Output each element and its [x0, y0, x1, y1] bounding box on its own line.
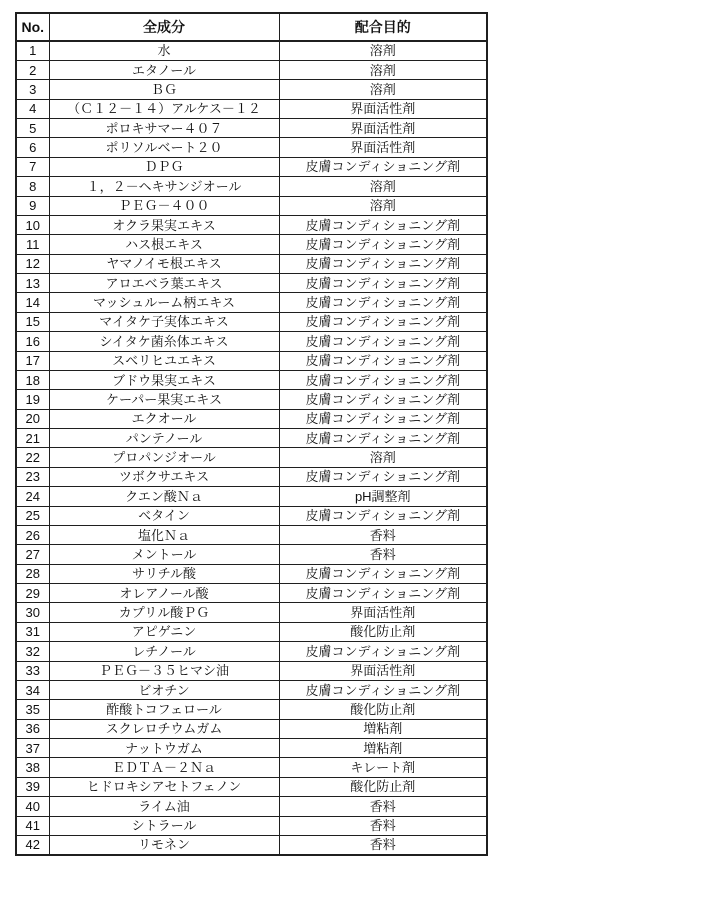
table-row — [16, 254, 487, 273]
cell-no: 16 — [16, 332, 49, 351]
cell-purpose: 増粘剤 — [279, 739, 487, 758]
cell-purpose: 皮膚コンディショニング剤 — [279, 370, 487, 389]
cell-purpose: 皮膚コンディショニング剤 — [279, 293, 487, 312]
cell-purpose: 皮膚コンディショニング剤 — [279, 332, 487, 351]
cell-ingredient: クエン酸Ｎａ — [49, 487, 279, 506]
table-row — [16, 370, 487, 389]
cell-ingredient: アピゲニン — [49, 622, 279, 641]
ingredients-table-body — [16, 41, 487, 855]
cell-purpose: 増粘剤 — [279, 719, 487, 738]
cell-ingredient: 水 — [49, 41, 279, 60]
cell-purpose: 皮膚コンディショニング剤 — [279, 680, 487, 699]
cell-ingredient: シイタケ菌糸体エキス — [49, 332, 279, 351]
cell-purpose: 皮膚コンディショニング剤 — [279, 215, 487, 234]
table-row — [16, 661, 487, 680]
cell-ingredient: １，２－ヘキサンジオール — [49, 177, 279, 196]
cell-ingredient: スクレロチウムガム — [49, 719, 279, 738]
cell-no: 27 — [16, 545, 49, 564]
cell-purpose: 香料 — [279, 835, 487, 854]
cell-purpose: 皮膚コンディショニング剤 — [279, 235, 487, 254]
cell-ingredient: プロパンジオール — [49, 448, 279, 467]
cell-purpose: 界面活性剤 — [279, 603, 487, 622]
column-header-ingredient: 全成分 — [49, 13, 279, 41]
table-row — [16, 777, 487, 796]
table-row — [16, 642, 487, 661]
table-row — [16, 99, 487, 118]
cell-ingredient: ヤマノイモ根エキス — [49, 254, 279, 273]
cell-ingredient: ツボクサエキス — [49, 467, 279, 486]
cell-no: 30 — [16, 603, 49, 622]
table-row — [16, 80, 487, 99]
table-row — [16, 274, 487, 293]
table-row — [16, 177, 487, 196]
cell-ingredient: リモネン — [49, 835, 279, 854]
cell-ingredient: シトラール — [49, 816, 279, 835]
cell-purpose: 皮膚コンディショニング剤 — [279, 506, 487, 525]
cell-purpose: 溶剤 — [279, 60, 487, 79]
table-row — [16, 138, 487, 157]
table-row — [16, 739, 487, 758]
table-row — [16, 467, 487, 486]
cell-no: 36 — [16, 719, 49, 738]
cell-purpose: pH調整剤 — [279, 487, 487, 506]
cell-no: 15 — [16, 312, 49, 331]
cell-ingredient: マイタケ子実体エキス — [49, 312, 279, 331]
cell-purpose: 皮膚コンディショニング剤 — [279, 564, 487, 583]
table-row — [16, 390, 487, 409]
cell-no: 2 — [16, 60, 49, 79]
cell-purpose: 皮膚コンディショニング剤 — [279, 467, 487, 486]
cell-ingredient: ポロキサマー４０７ — [49, 119, 279, 138]
cell-ingredient: ナットウガム — [49, 739, 279, 758]
table-row — [16, 157, 487, 176]
table-row — [16, 196, 487, 215]
cell-purpose: 界面活性剤 — [279, 661, 487, 680]
cell-no: 28 — [16, 564, 49, 583]
cell-purpose: 酸化防止剤 — [279, 777, 487, 796]
cell-no: 5 — [16, 119, 49, 138]
cell-purpose: 界面活性剤 — [279, 99, 487, 118]
cell-ingredient: エタノール — [49, 60, 279, 79]
cell-ingredient: ＢＧ — [49, 80, 279, 99]
cell-purpose: 溶剤 — [279, 196, 487, 215]
cell-ingredient: ベタイン — [49, 506, 279, 525]
cell-no: 39 — [16, 777, 49, 796]
cell-no: 42 — [16, 835, 49, 854]
cell-ingredient: ビオチン — [49, 680, 279, 699]
cell-no: 41 — [16, 816, 49, 835]
cell-no: 4 — [16, 99, 49, 118]
cell-ingredient: 塩化Ｎａ — [49, 525, 279, 544]
table-row — [16, 119, 487, 138]
cell-purpose: 香料 — [279, 816, 487, 835]
table-row — [16, 409, 487, 428]
cell-no: 21 — [16, 429, 49, 448]
column-header-no: No. — [16, 13, 49, 41]
table-row — [16, 312, 487, 331]
table-row — [16, 235, 487, 254]
cell-no: 34 — [16, 680, 49, 699]
table-row — [16, 797, 487, 816]
cell-purpose: 皮膚コンディショニング剤 — [279, 157, 487, 176]
cell-purpose: 溶剤 — [279, 41, 487, 60]
cell-ingredient: スベリヒユエキス — [49, 351, 279, 370]
cell-ingredient: ブドウ果実エキス — [49, 370, 279, 389]
cell-no: 3 — [16, 80, 49, 99]
cell-no: 14 — [16, 293, 49, 312]
cell-no: 10 — [16, 215, 49, 234]
table-row — [16, 487, 487, 506]
cell-purpose: 酸化防止剤 — [279, 622, 487, 641]
cell-ingredient: ＥＤＴＡ－２Ｎａ — [49, 758, 279, 777]
document-page — [15, 12, 488, 856]
cell-purpose: 皮膚コンディショニング剤 — [279, 312, 487, 331]
cell-no: 40 — [16, 797, 49, 816]
cell-ingredient: ライム油 — [49, 797, 279, 816]
cell-no: 11 — [16, 235, 49, 254]
cell-no: 17 — [16, 351, 49, 370]
cell-purpose: 皮膚コンディショニング剤 — [279, 254, 487, 273]
table-row — [16, 41, 487, 60]
cell-no: 8 — [16, 177, 49, 196]
cell-no: 26 — [16, 525, 49, 544]
cell-no: 37 — [16, 739, 49, 758]
cell-no: 7 — [16, 157, 49, 176]
cell-purpose: 皮膚コンディショニング剤 — [279, 642, 487, 661]
cell-purpose: 皮膚コンディショニング剤 — [279, 429, 487, 448]
table-row — [16, 429, 487, 448]
cell-ingredient: ＰＥＧ－４００ — [49, 196, 279, 215]
cell-ingredient: ポリソルベート２０ — [49, 138, 279, 157]
table-row — [16, 680, 487, 699]
cell-no: 1 — [16, 41, 49, 60]
cell-no: 12 — [16, 254, 49, 273]
table-row — [16, 758, 487, 777]
table-row — [16, 622, 487, 641]
cell-ingredient: メントール — [49, 545, 279, 564]
cell-no: 19 — [16, 390, 49, 409]
cell-no: 9 — [16, 196, 49, 215]
cell-no: 25 — [16, 506, 49, 525]
cell-purpose: キレート剤 — [279, 758, 487, 777]
cell-no: 6 — [16, 138, 49, 157]
cell-ingredient: サリチル酸 — [49, 564, 279, 583]
cell-ingredient: ヒドロキシアセトフェノン — [49, 777, 279, 796]
table-row — [16, 545, 487, 564]
cell-purpose: 溶剤 — [279, 448, 487, 467]
table-row — [16, 816, 487, 835]
table-row — [16, 448, 487, 467]
cell-purpose: 香料 — [279, 545, 487, 564]
table-row — [16, 584, 487, 603]
cell-no: 20 — [16, 409, 49, 428]
cell-no: 33 — [16, 661, 49, 680]
cell-purpose: 溶剤 — [279, 80, 487, 99]
cell-ingredient: ハス根エキス — [49, 235, 279, 254]
table-row — [16, 603, 487, 622]
cell-no: 23 — [16, 467, 49, 486]
cell-purpose: 皮膚コンディショニング剤 — [279, 409, 487, 428]
cell-purpose: 皮膚コンディショニング剤 — [279, 351, 487, 370]
cell-ingredient: アロエベラ葉エキス — [49, 274, 279, 293]
table-row — [16, 215, 487, 234]
cell-purpose: 酸化防止剤 — [279, 700, 487, 719]
cell-ingredient: マッシュルーム柄エキス — [49, 293, 279, 312]
table-row — [16, 719, 487, 738]
cell-no: 24 — [16, 487, 49, 506]
cell-purpose: 皮膚コンディショニング剤 — [279, 274, 487, 293]
cell-ingredient: カプリル酸ＰＧ — [49, 603, 279, 622]
ingredients-table — [15, 12, 488, 856]
cell-ingredient: パンテノール — [49, 429, 279, 448]
cell-purpose: 皮膚コンディショニング剤 — [279, 584, 487, 603]
cell-ingredient: オレアノール酸 — [49, 584, 279, 603]
table-row — [16, 835, 487, 854]
header-row — [16, 13, 487, 41]
cell-ingredient: エクオール — [49, 409, 279, 428]
cell-ingredient: ケーパー果実エキス — [49, 390, 279, 409]
cell-no: 35 — [16, 700, 49, 719]
table-row — [16, 351, 487, 370]
table-row — [16, 564, 487, 583]
cell-no: 18 — [16, 370, 49, 389]
cell-purpose: 皮膚コンディショニング剤 — [279, 390, 487, 409]
cell-no: 38 — [16, 758, 49, 777]
table-row — [16, 506, 487, 525]
cell-no: 29 — [16, 584, 49, 603]
cell-no: 31 — [16, 622, 49, 641]
cell-purpose: 溶剤 — [279, 177, 487, 196]
cell-purpose: 界面活性剤 — [279, 119, 487, 138]
cell-ingredient: オクラ果実エキス — [49, 215, 279, 234]
table-row — [16, 60, 487, 79]
table-row — [16, 332, 487, 351]
cell-purpose: 香料 — [279, 797, 487, 816]
table-row — [16, 700, 487, 719]
cell-purpose: 香料 — [279, 525, 487, 544]
cell-ingredient: ＰＥＧ－３５ヒマシ油 — [49, 661, 279, 680]
cell-ingredient: レチノール — [49, 642, 279, 661]
cell-ingredient: 酢酸トコフェロール — [49, 700, 279, 719]
table-row — [16, 293, 487, 312]
cell-no: 13 — [16, 274, 49, 293]
cell-no: 22 — [16, 448, 49, 467]
column-header-purpose: 配合目的 — [279, 13, 487, 41]
cell-no: 32 — [16, 642, 49, 661]
cell-ingredient: ＤＰＧ — [49, 157, 279, 176]
table-row — [16, 525, 487, 544]
cell-ingredient: （Ｃ１２－１４）アルケス－１２ — [49, 99, 279, 118]
cell-purpose: 界面活性剤 — [279, 138, 487, 157]
